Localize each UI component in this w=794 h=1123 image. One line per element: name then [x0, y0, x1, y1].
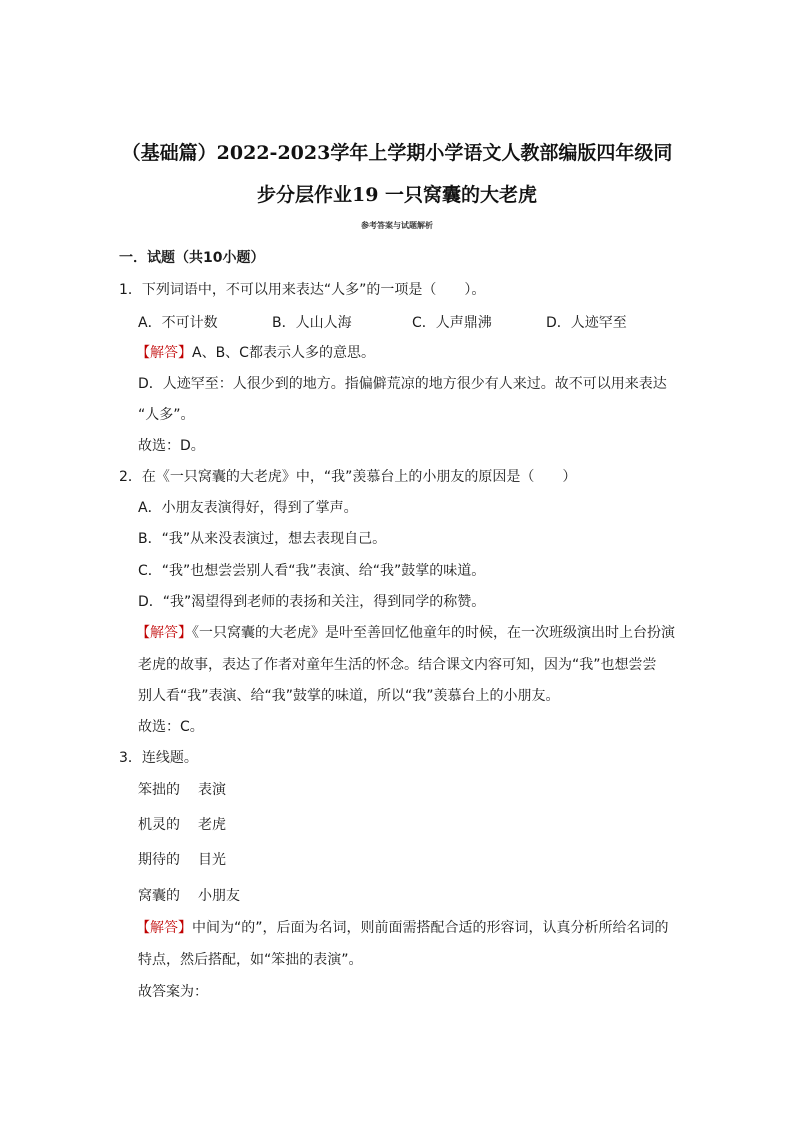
q3-pair-row: 机灵的 老虎 [138, 817, 226, 833]
section-heading: 一．试题（共10小题） [119, 250, 265, 266]
q1-analysis-line-1: 【解答】A、B、C都表示人多的意思。 [136, 345, 375, 361]
answer-tag: 【解答】 [136, 920, 192, 936]
q2-choice: 故选：C。 [138, 719, 204, 735]
q1-option-d: D．人迹罕至 [546, 315, 627, 331]
q2-option-a: A．小朋友表演得好，得到了掌声。 [138, 500, 358, 516]
q2-analysis-line-2: 老虎的故事，表达了作者对童年生活的怀念。结合课文内容可知，因为“我”也想尝尝 [138, 657, 657, 673]
q1-option-a: A．不可计数 [138, 315, 218, 331]
q2-option-d: D．“我”渴望得到老师的表扬和关注，得到同学的称赞。 [138, 594, 486, 610]
q3-analysis-line-2: 特点，然后搭配，如“笨拙的表演”。 [138, 952, 363, 968]
q3-pair-row: 期待的 目光 [138, 852, 226, 868]
q1-option-c: C．人声鼎沸 [412, 315, 492, 331]
q1-analysis-line-3: “人多”。 [138, 407, 195, 423]
q2-stem: 2．在《一只窝囊的大老虎》中，“我”羡慕台上的小朋友的原因是（ ） [119, 469, 577, 485]
q3-stem: 3．连线题。 [119, 750, 198, 766]
q1-stem: 1．下列词语中，不可以用来表达“人多”的一项是（ ）。 [119, 282, 486, 298]
document-title-line-1: （基础篇）2022-2023学年上学期小学语文人教部编版四年级同 [121, 142, 673, 164]
q2-analysis-line-3: 别人看“我”表演、给“我”鼓掌的味道，所以“我”羡慕台上的小朋友。 [138, 688, 560, 704]
q2-analysis-line-1: 【解答】《一只窝囊的大老虎》是叶至善回忆他童年的时候，在一次班级演出时上台扮演 [136, 625, 675, 641]
q2-option-b: B．“我”从来没表演过，想去表现自己。 [138, 531, 387, 547]
q3-answer-lead: 故答案为： [138, 984, 208, 1000]
q3-pair-row: 笨拙的 表演 [138, 782, 226, 798]
q2-option-c: C．“我”也想尝尝别人看“我”表演、给“我”鼓掌的味道。 [138, 563, 486, 579]
document-subtitle: 参考答案与试题解析 [361, 221, 433, 230]
q3-pair-row: 窝囊的 小朋友 [138, 888, 240, 904]
q1-option-b: B．人山人海 [272, 315, 352, 331]
document-title-line-2: 步分层作业19 一只窝囊的大老虎 [256, 184, 538, 206]
answer-tag: 【解答】 [136, 345, 192, 361]
q1-choice: 故选：D。 [138, 438, 205, 454]
answer-tag: 【解答】 [136, 625, 192, 641]
q3-analysis-line-1: 【解答】中间为“的”，后面为名词，则前面需搭配合适的形容词，认真分析所给名词的 [136, 920, 669, 936]
q1-analysis-line-2: D．人迹罕至：人很少到的地方。指偏僻荒凉的地方很少有人来过。故不可以用来表达 [138, 376, 667, 392]
